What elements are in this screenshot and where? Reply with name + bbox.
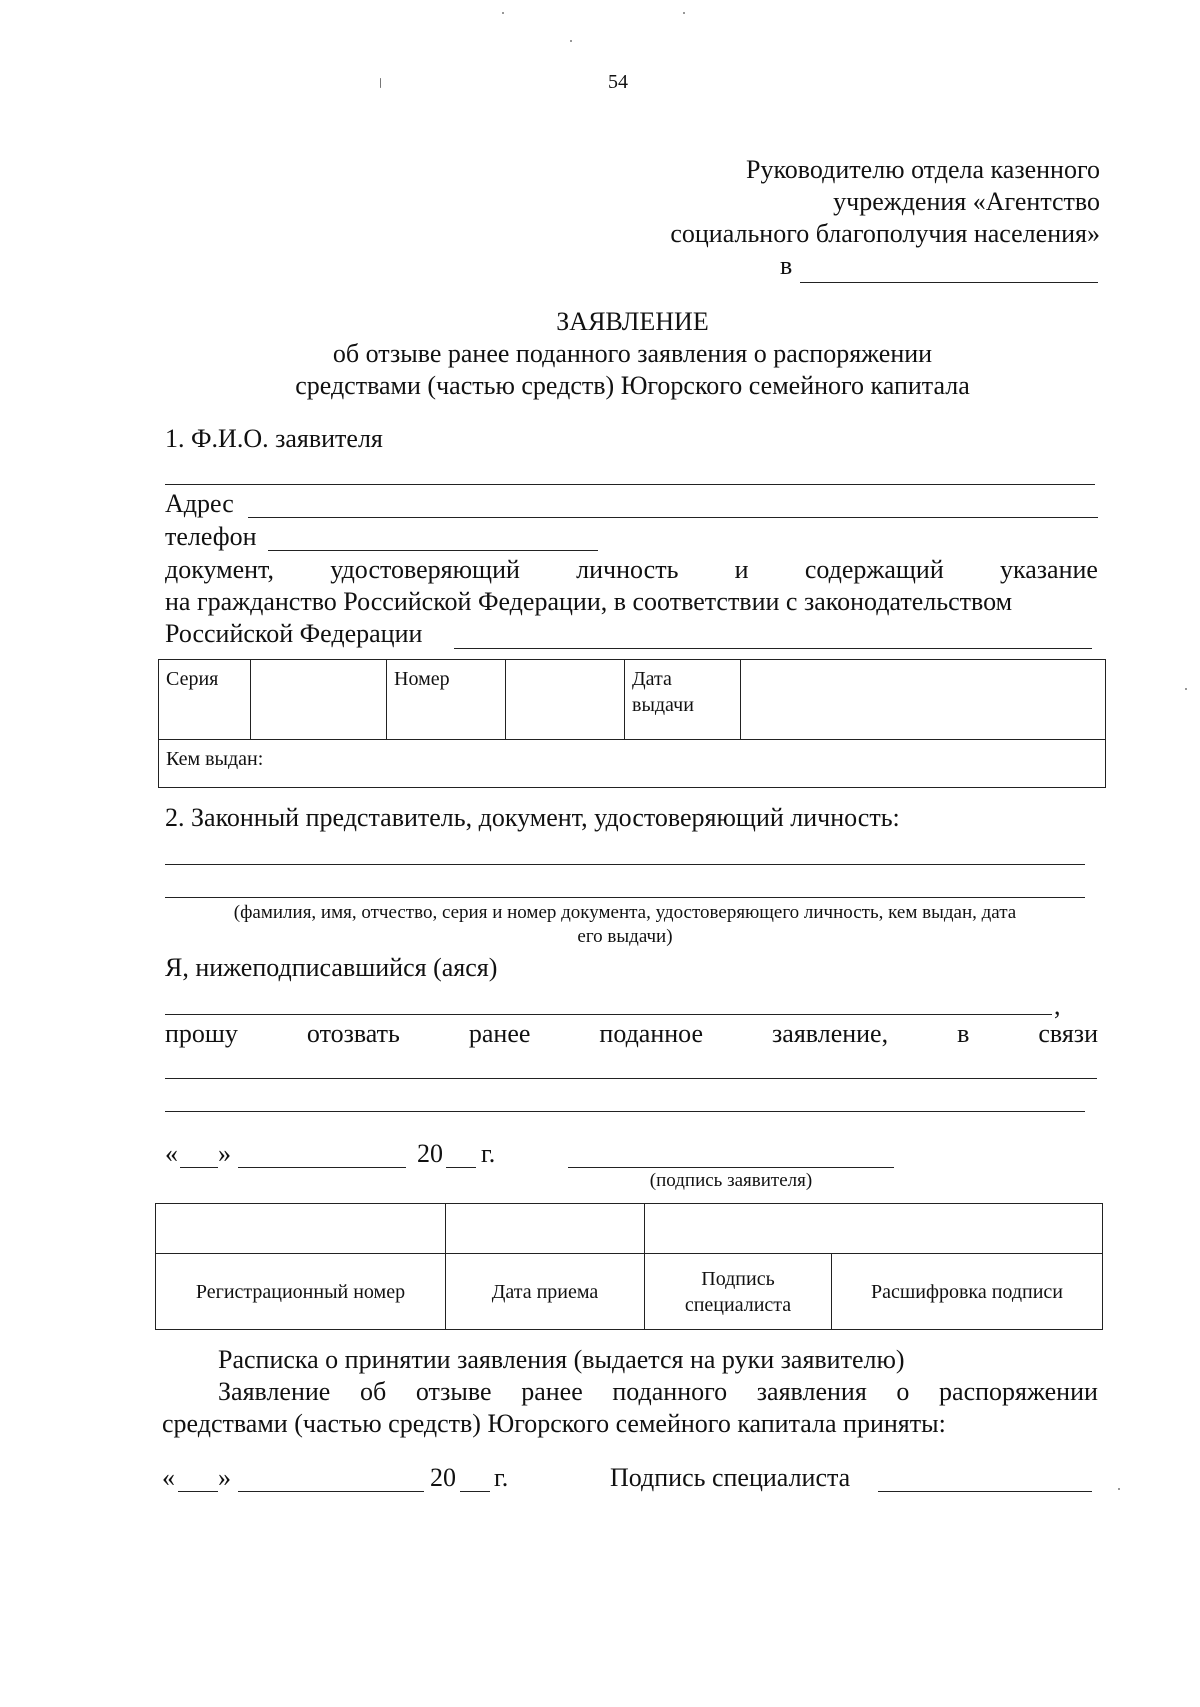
- word: поданное: [599, 1019, 704, 1048]
- scan-speck: [1185, 688, 1187, 690]
- issued-by-cell[interactable]: [159, 740, 1106, 788]
- reg-number-label: Регистрационный номер: [195, 1280, 406, 1303]
- addressee-prefix-v: в: [780, 251, 793, 280]
- receipt-year-prefix: 20: [430, 1463, 456, 1492]
- document-subtitle-2: средствами (частью средств) Югорского семейного капитала: [295, 371, 970, 400]
- word: указание: [999, 555, 1098, 584]
- date-day-blank[interactable]: [180, 1167, 218, 1168]
- reason-blank-1[interactable]: [165, 1078, 1097, 1079]
- issued-by-label: Кем выдан:: [166, 748, 264, 770]
- scan-speck: [502, 12, 504, 14]
- word: связи: [1038, 1019, 1098, 1048]
- word: распоряжении: [939, 1377, 1098, 1406]
- receipt-month-blank[interactable]: [238, 1491, 424, 1492]
- word: прошу: [165, 1019, 238, 1048]
- word: в: [957, 1019, 970, 1048]
- series-label: Серия: [166, 668, 219, 690]
- date-year-blank[interactable]: [446, 1167, 476, 1168]
- signer-name-comma: ,: [1054, 991, 1061, 1020]
- addressee-line-1: Руководителю отдела казенного: [746, 155, 1100, 184]
- word: заявления: [756, 1377, 867, 1406]
- id-document-line-1: [165, 554, 1098, 586]
- number-label: Номер: [394, 668, 450, 690]
- signature-transcript-header: [832, 1254, 1103, 1330]
- phone-label: телефон: [165, 522, 257, 551]
- word: документ,: [165, 555, 274, 584]
- registration-table: [155, 1203, 1103, 1330]
- receipt-quote-open: «: [162, 1463, 175, 1492]
- phone-blank[interactable]: [268, 550, 598, 551]
- word: отозвать: [306, 1019, 400, 1048]
- i-signed-label: Я, нижеподписавшийся (аяся): [165, 953, 498, 982]
- word: ранее: [468, 1019, 531, 1048]
- scan-speck: [683, 12, 685, 14]
- receipt-line-2: средствами (частью средств) Югорского семейного капитала приняты:: [162, 1409, 946, 1438]
- signer-name-blank[interactable]: [165, 1014, 1052, 1015]
- date-quote-close: »: [218, 1139, 231, 1168]
- word: о: [896, 1377, 910, 1406]
- reason-blank-2[interactable]: [165, 1111, 1085, 1112]
- id-document-line-2: на гражданство Российской Федерации, в соответствии с законодательством: [165, 587, 1013, 616]
- issue-date-label-cell: [625, 660, 741, 740]
- id-document-blank[interactable]: [454, 648, 1092, 649]
- date-quote-open: «: [165, 1139, 178, 1168]
- representative-blank-1[interactable]: [165, 864, 1085, 865]
- specialist-signature-label-2: специалиста: [684, 1293, 792, 1316]
- department-blank[interactable]: [800, 282, 1098, 283]
- applicant-signature-caption: (подпись заявителя): [649, 1170, 813, 1191]
- applicant-signature-blank[interactable]: [568, 1167, 894, 1168]
- receipt-title: Расписка о принятии заявления (выдается на руки заявителю): [218, 1345, 905, 1374]
- page-number: 54: [608, 71, 628, 93]
- reg-date-label: Дата приема: [491, 1280, 599, 1303]
- address-label: Адрес: [165, 489, 234, 518]
- specialist-signature-label-1: Подпись: [701, 1267, 775, 1290]
- reg-number-header: [156, 1254, 446, 1330]
- reg-number-value-cell[interactable]: [156, 1204, 446, 1254]
- fio-label: 1. Ф.И.О. заявителя: [165, 424, 383, 453]
- series-label-cell: [159, 660, 251, 740]
- number-label-cell: [387, 660, 506, 740]
- word: поданного: [612, 1377, 728, 1406]
- specialist-signature-blank[interactable]: [878, 1491, 1092, 1492]
- representative-caption-1: (фамилия, имя, отчество, серия и номер документа, удостоверяющего личность, кем выдан, дата: [233, 902, 1017, 923]
- document-subtitle-1: об отзыве ранее поданного заявления о распоряжении: [332, 339, 933, 368]
- issue-date-value-cell[interactable]: [741, 660, 1106, 740]
- id-document-line-3: Российской Федерации: [165, 619, 423, 648]
- reg-date-header: [446, 1254, 645, 1330]
- word: и: [734, 555, 749, 584]
- address-blank[interactable]: [248, 517, 1098, 518]
- representative-caption-2: его выдачи): [577, 926, 673, 947]
- signature-transcript-label: Расшифровка подписи: [871, 1280, 1063, 1303]
- document-title: ЗАЯВЛЕНИЕ: [556, 307, 709, 336]
- receipt-year-suffix: г.: [494, 1463, 509, 1492]
- word: заявление,: [772, 1019, 889, 1048]
- series-value-cell[interactable]: [251, 660, 387, 740]
- receipt-quote-close: »: [218, 1463, 231, 1492]
- receipt-day-blank[interactable]: [178, 1491, 218, 1492]
- receipt-year-blank[interactable]: [460, 1491, 490, 1492]
- request-line: [165, 1018, 1098, 1050]
- word: ранее: [521, 1377, 583, 1406]
- issue-date-label-2: выдачи: [632, 694, 694, 716]
- representative-blank-2[interactable]: [165, 897, 1085, 898]
- date-year-suffix: г.: [481, 1139, 496, 1168]
- word: личность: [576, 555, 679, 584]
- id-document-table: [158, 659, 1106, 788]
- date-year-prefix: 20: [417, 1139, 443, 1168]
- word: отзыве: [415, 1377, 492, 1406]
- scan-speck: [1118, 1488, 1120, 1490]
- addressee-line-3: социального благополучия населения»: [670, 219, 1100, 248]
- addressee-line-2: учреждения «Агентство: [833, 187, 1100, 216]
- word: Заявление: [218, 1377, 331, 1406]
- specialist-signature-header: [645, 1254, 832, 1330]
- number-value-cell[interactable]: [506, 660, 625, 740]
- date-month-blank[interactable]: [238, 1167, 406, 1168]
- word: об: [359, 1377, 387, 1406]
- specialist-signature-label: Подпись специалиста: [610, 1463, 851, 1492]
- fio-blank[interactable]: [165, 484, 1095, 485]
- legal-representative-title: 2. Законный представитель, документ, удостоверяющий личность:: [165, 803, 900, 832]
- word: содержащий: [804, 555, 944, 584]
- reg-signature-value-cell[interactable]: [645, 1204, 1103, 1254]
- receipt-line-1: [218, 1376, 1098, 1408]
- scan-speck: [380, 78, 381, 88]
- reg-date-value-cell[interactable]: [446, 1204, 645, 1254]
- issue-date-label-1: Дата: [632, 668, 672, 690]
- word: удостоверяющий: [330, 555, 520, 584]
- scan-speck: [570, 40, 572, 42]
